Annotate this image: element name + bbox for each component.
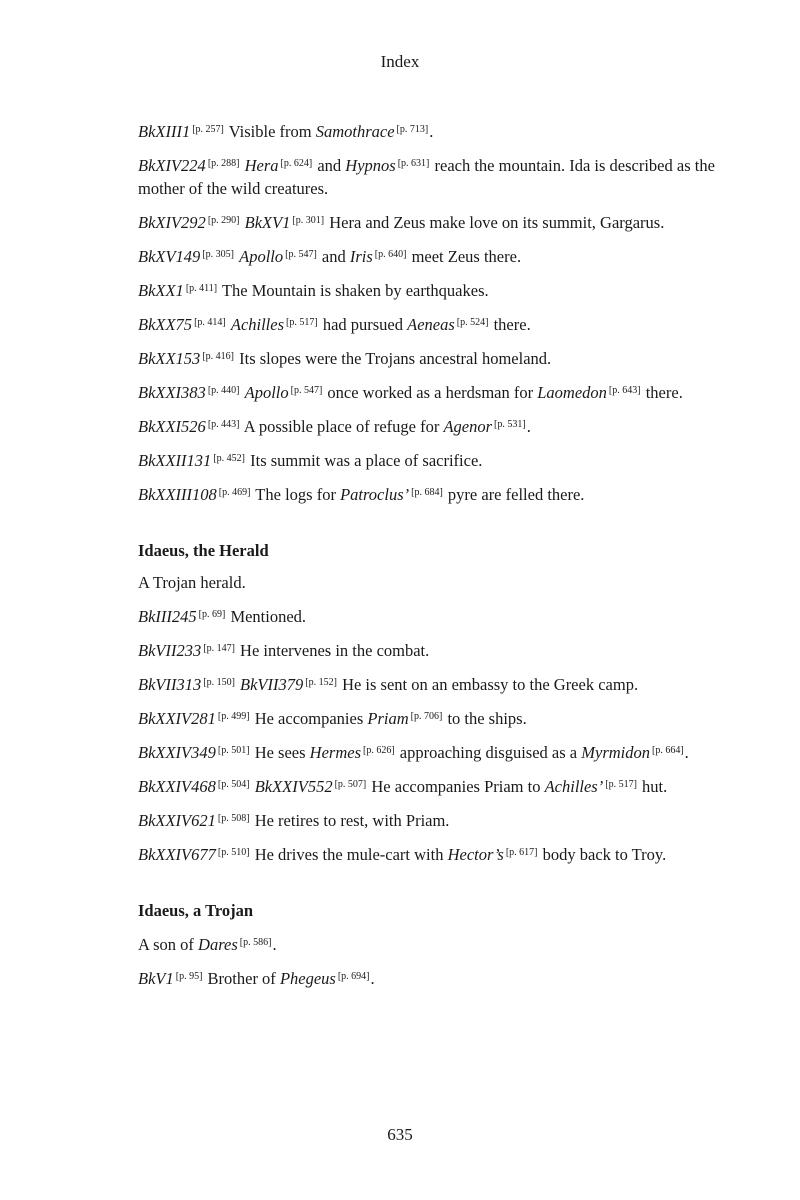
reference-link[interactable]: BkXV1 xyxy=(244,213,291,232)
page-reference: [p. 440] xyxy=(207,385,240,396)
reference-link[interactable]: Agenor xyxy=(443,417,493,436)
entry-text: He sees xyxy=(250,743,310,762)
index-entry xyxy=(138,739,738,764)
entry-text: once worked as a herdsman for xyxy=(323,383,538,402)
index-entry xyxy=(138,637,738,662)
index-entry xyxy=(138,481,738,506)
reference-link[interactable]: BkXXI383 xyxy=(138,383,206,402)
page-reference: [p. 713] xyxy=(396,124,429,135)
page-number: 635 xyxy=(387,1125,413,1144)
entry-text: A son of xyxy=(138,935,199,954)
page-reference: [p. 152] xyxy=(305,677,337,688)
reference-link[interactable]: BkXXIII108 xyxy=(138,485,217,504)
index-entry xyxy=(138,277,738,302)
entry-text: . xyxy=(370,969,375,988)
reference-link[interactable]: BkXXIV677 xyxy=(138,845,216,864)
page-reference: [p. 547] xyxy=(285,249,317,260)
entry-text: had pursued xyxy=(318,315,408,334)
reference-link[interactable]: Apollo xyxy=(239,247,284,266)
reference-link[interactable]: Iris xyxy=(349,247,373,266)
reference-link[interactable]: Hera xyxy=(244,156,279,175)
page-reference: [p. 631] xyxy=(397,158,430,169)
reference-link[interactable]: Aeneas xyxy=(407,315,455,334)
page-reference: [p. 411] xyxy=(185,283,218,294)
reference-link[interactable]: Myrmidon xyxy=(581,743,650,762)
entry-text: . xyxy=(684,743,689,762)
entry-text: hut. xyxy=(637,777,668,796)
page-reference: [p. 469] xyxy=(218,487,251,498)
page-reference: [p. 147] xyxy=(203,643,235,654)
reference-link[interactable]: BkXXII131 xyxy=(138,451,212,470)
index-entry xyxy=(138,209,738,234)
entry-text: and xyxy=(317,247,350,266)
entry-text: . xyxy=(429,122,434,141)
reference-link[interactable]: BkXX153 xyxy=(138,349,201,368)
reference-link[interactable]: BkV1 xyxy=(138,969,174,988)
index-entry xyxy=(138,965,738,990)
entry-text: A possible place of refuge for xyxy=(240,417,444,436)
page-reference: [p. 443] xyxy=(207,419,240,430)
index-entry xyxy=(138,705,738,730)
page-reference: [p. 617] xyxy=(505,847,538,858)
reference-link[interactable]: BkXX1 xyxy=(138,281,184,300)
page-reference: [p. 684] xyxy=(411,487,443,498)
reference-link[interactable]: BkXXIV621 xyxy=(138,811,216,830)
reference-link[interactable]: BkXXIV281 xyxy=(138,709,216,728)
entry-text: approaching disguised as a xyxy=(395,743,582,762)
index-entry xyxy=(138,311,738,336)
index-heading: Idaeus, a Trojan xyxy=(138,901,254,920)
reference-link[interactable]: Laomedon xyxy=(537,383,607,402)
page-reference: [p. 499] xyxy=(217,711,250,722)
page-reference: [p. 531] xyxy=(494,419,526,430)
index-entry xyxy=(138,243,738,268)
index-entry xyxy=(138,413,738,438)
page-reference: [p. 416] xyxy=(202,351,234,362)
index-entry xyxy=(138,603,738,628)
index-entry xyxy=(138,931,738,956)
reference-link[interactable]: BkXXIV349 xyxy=(138,743,216,762)
page-reference: [p. 95] xyxy=(175,971,203,982)
reference-link[interactable]: Hector’s xyxy=(447,845,504,864)
page-reference: [p. 69] xyxy=(198,609,226,620)
page-reference: [p. 694] xyxy=(337,971,370,982)
index-heading: Idaeus, the Herald xyxy=(138,541,269,560)
entry-text: and xyxy=(313,156,346,175)
page-reference: [p. 301] xyxy=(292,215,325,226)
page-reference: [p. 517] xyxy=(286,317,318,328)
entry-text: Visible from xyxy=(224,122,316,141)
reference-link[interactable]: Hypnos xyxy=(345,156,396,175)
index-entry xyxy=(138,152,738,200)
index-entry xyxy=(138,447,738,472)
page-reference: [p. 624] xyxy=(280,158,313,169)
entry-text: He drives the mule-cart with xyxy=(250,845,448,864)
entry-text: meet Zeus there. xyxy=(407,247,522,266)
page-reference: [p. 257] xyxy=(192,124,224,135)
entry-text: Its summit was a place of sacrifice. xyxy=(245,451,483,470)
reference-link[interactable]: BkXIV292 xyxy=(138,213,206,232)
entry-text: body back to Troy. xyxy=(538,845,667,864)
entry-text: Mentioned. xyxy=(226,607,307,626)
index-entry xyxy=(138,671,738,696)
index-entry xyxy=(138,807,738,832)
page-reference: [p. 643] xyxy=(608,385,641,396)
reference-link[interactable]: BkVII233 xyxy=(138,641,202,660)
page-reference: [p. 150] xyxy=(203,677,235,688)
index-entry xyxy=(138,841,738,866)
index-entry xyxy=(138,345,738,370)
page-reference: [p. 547] xyxy=(290,385,323,396)
reference-link[interactable]: Achilles xyxy=(230,315,285,334)
reference-link[interactable]: BkIII245 xyxy=(138,607,197,626)
entry-text: there. xyxy=(489,315,531,334)
page-reference: [p. 504] xyxy=(217,779,250,790)
reference-link[interactable]: Hermes xyxy=(309,743,361,762)
reference-link[interactable]: Priam xyxy=(367,709,409,728)
entry-text: pyre are felled there. xyxy=(443,485,585,504)
index-entry xyxy=(138,379,738,404)
entry-text: He is sent on an embassy to the Greek camp. xyxy=(337,675,639,694)
entry-text: The Mountain is shaken by earthquakes. xyxy=(218,281,489,300)
entry-text: He retires to rest, with Priam. xyxy=(250,811,450,830)
page-reference: [p. 288] xyxy=(207,158,240,169)
reference-link[interactable]: BkXX75 xyxy=(138,315,193,334)
entry-text: reach the mountain. Ida is described as the mother of the wild creatures. xyxy=(138,156,715,198)
reference-link[interactable]: Phegeus xyxy=(279,969,336,988)
entry-text: The logs for xyxy=(251,485,341,504)
reference-link[interactable]: BkVII379 xyxy=(240,675,304,694)
page-reference: [p. 507] xyxy=(334,779,367,790)
reference-link[interactable]: BkXXIV468 xyxy=(138,777,216,796)
index-intro: A Trojan herald. xyxy=(138,573,246,592)
reference-link[interactable]: Achilles’ xyxy=(544,777,604,796)
entry-text: to the ships. xyxy=(443,709,527,728)
reference-link[interactable]: BkXV149 xyxy=(138,247,201,266)
reference-link[interactable]: BkVII313 xyxy=(138,675,202,694)
entry-text: Hera and Zeus make love on its summit, Gargarus. xyxy=(325,213,665,232)
page-reference: [p. 706] xyxy=(410,711,443,722)
page-reference: [p. 664] xyxy=(652,745,684,756)
page-reference: [p. 586] xyxy=(239,937,272,948)
page-reference: [p. 508] xyxy=(217,813,250,824)
index-entry xyxy=(138,773,738,798)
entry-text: there. xyxy=(641,383,683,402)
page-reference: [p. 290] xyxy=(207,215,240,226)
page-reference: [p. 501] xyxy=(217,745,250,756)
page-reference: [p. 524] xyxy=(456,317,489,328)
page-reference: [p. 305] xyxy=(202,249,234,260)
page-reference: [p. 452] xyxy=(213,453,245,464)
running-header: Index xyxy=(380,52,420,71)
reference-link[interactable]: BkXXIV552 xyxy=(254,777,333,796)
entry-text: Its slopes were the Trojans ancestral homeland. xyxy=(234,349,552,368)
page-reference: [p. 626] xyxy=(363,745,395,756)
reference-link[interactable]: Apollo xyxy=(244,383,289,402)
page-reference: [p. 517] xyxy=(605,779,637,790)
page-reference: [p. 510] xyxy=(217,847,250,858)
reference-link[interactable]: BkXXI526 xyxy=(138,417,206,436)
reference-link[interactable]: BkXIII1 xyxy=(138,122,191,141)
reference-link[interactable]: BkXIV224 xyxy=(138,156,206,175)
entry-text: He intervenes in the combat. xyxy=(235,641,430,660)
entry-text: He accompanies xyxy=(250,709,368,728)
index-content xyxy=(138,118,738,999)
reference-link[interactable]: Samothrace xyxy=(315,122,395,141)
index-entry xyxy=(138,118,738,143)
entry-text: . xyxy=(272,935,277,954)
entry-text: Brother of xyxy=(203,969,280,988)
reference-link[interactable]: Dares xyxy=(198,935,238,954)
entry-text: . xyxy=(526,417,531,436)
entry-text: He accompanies Priam to xyxy=(367,777,545,796)
page-reference: [p. 414] xyxy=(194,317,226,328)
reference-link[interactable]: Patroclus’ xyxy=(340,485,410,504)
page-reference: [p. 640] xyxy=(374,249,407,260)
